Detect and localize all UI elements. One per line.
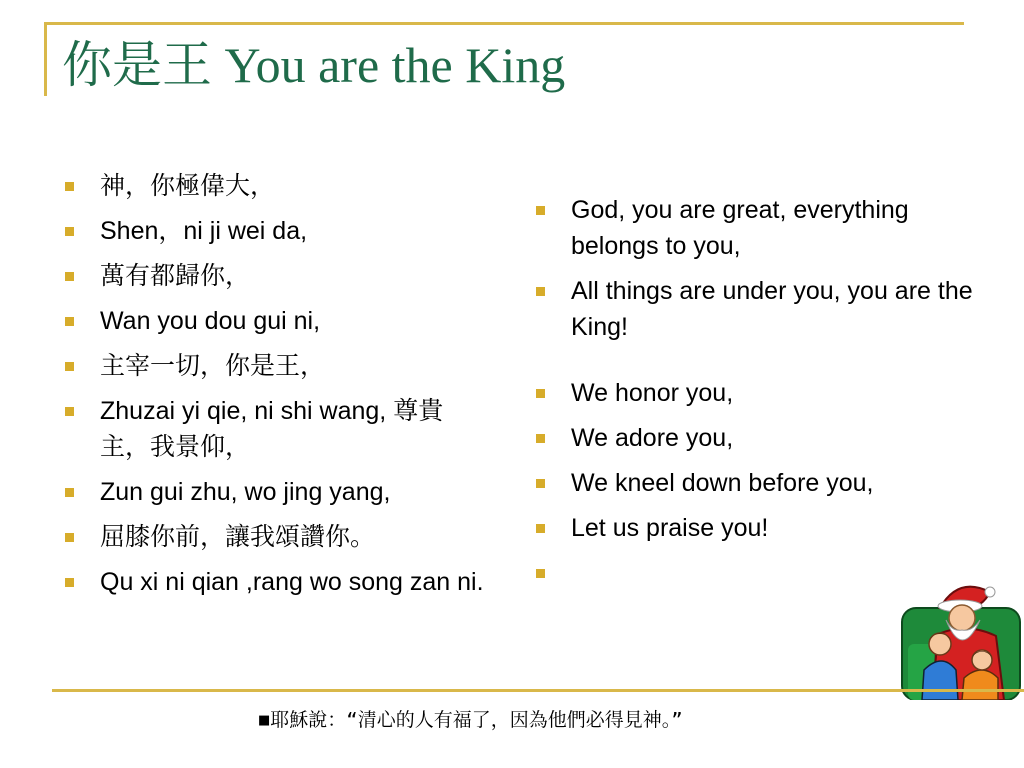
square-bullet-icon (65, 227, 74, 236)
square-bullet-icon (536, 569, 545, 578)
square-bullet-icon (65, 533, 74, 542)
bullet-text: God, you are great, everything belongs to you, (571, 196, 909, 260)
bullet-text: Wan you dou gui ni, (100, 307, 321, 335)
list-item (533, 192, 993, 264)
slide-title: 你是王 You are the King (62, 37, 566, 93)
frame-top-rule (44, 22, 964, 25)
square-bullet-icon (65, 578, 74, 587)
list-item (62, 393, 492, 465)
square-bullet-icon (536, 389, 545, 398)
bullet-text: Let us praise you! (571, 514, 769, 542)
bullet-text: Zhuzai yi qie, ni shi wang, 尊貴主，我景仰， (100, 397, 444, 461)
right-bullet-list (533, 192, 993, 600)
list-item (533, 273, 993, 345)
bullet-text: 屈膝你前，讓我頌讚你。 (100, 523, 376, 551)
square-bullet-icon (65, 272, 74, 281)
square-bullet-icon (65, 362, 74, 371)
square-bullet-icon (536, 524, 545, 533)
list-item (62, 474, 492, 510)
bullet-text: We adore you, (571, 424, 734, 452)
square-bullet-icon (65, 182, 74, 191)
list-item (62, 213, 492, 249)
bullet-text: We kneel down before you, (571, 469, 874, 497)
square-bullet-icon (536, 206, 545, 215)
bullet-text: 主宰一切，你是王， (100, 352, 326, 380)
list-item (533, 375, 993, 411)
footer-text: 耶穌說：“清心的人有福了，因為他們必得見神。” (270, 709, 683, 731)
square-bullet-icon (536, 479, 545, 488)
bullet-text: 萬有都歸你， (100, 262, 251, 290)
list-item (62, 258, 492, 294)
list-item (62, 303, 492, 339)
bullet-text: We honor you, (571, 379, 734, 407)
santa-with-children-clipart (898, 574, 1022, 700)
footer-quote (258, 706, 683, 735)
bullet-text: Qu xi ni qian ,rang wo song zan ni. (100, 568, 484, 596)
list-item (533, 420, 993, 456)
list-item (62, 168, 492, 204)
bullet-text: All things are under you, you are the King! (571, 277, 973, 341)
square-bullet-icon (536, 434, 545, 443)
square-bullet-icon (65, 488, 74, 497)
left-bullet-list (62, 168, 492, 609)
square-bullet-icon (65, 317, 74, 326)
bullet-text: 神，你極偉大， (100, 172, 276, 200)
list-item (533, 465, 993, 501)
square-bullet-icon (65, 407, 74, 416)
list-item (62, 564, 492, 600)
bullet-text: Shen，ni ji wei da, (100, 217, 308, 245)
list-item (533, 510, 993, 546)
square-bullet-icon: ■ (258, 713, 271, 728)
list-item (62, 348, 492, 384)
square-bullet-icon (536, 287, 545, 296)
bullet-text: Zun gui zhu, wo jing yang, (100, 478, 391, 506)
frame-bottom-rule (52, 689, 1024, 692)
frame-left-rule (44, 22, 47, 96)
list-item (62, 519, 492, 555)
